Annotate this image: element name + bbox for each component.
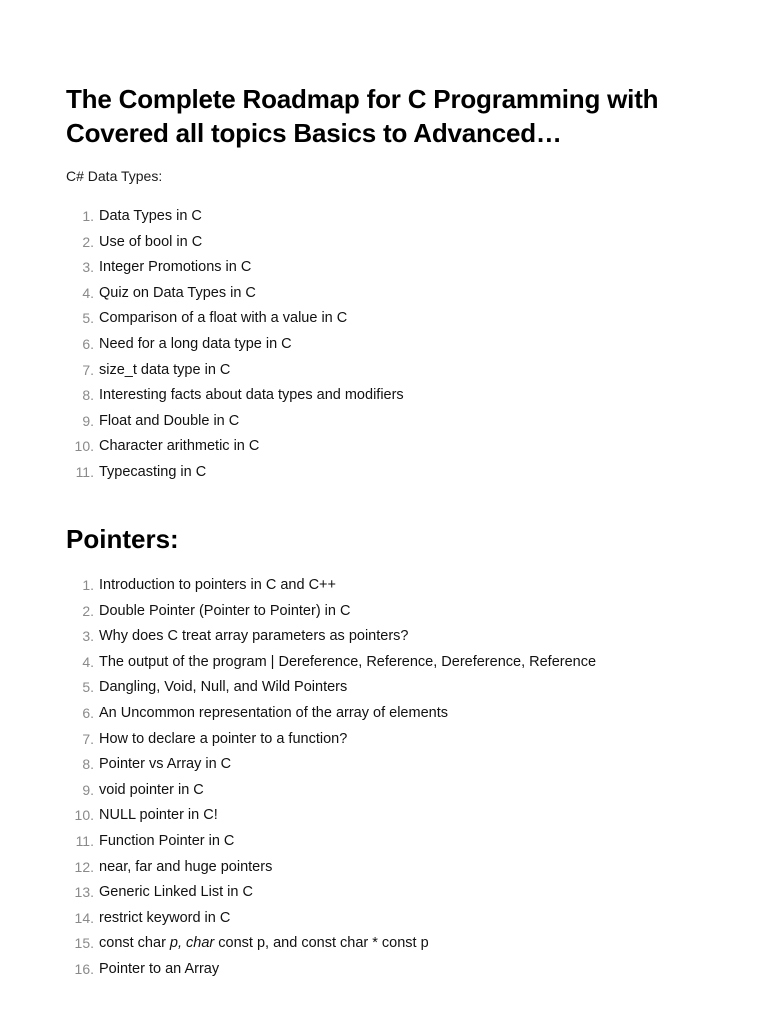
list-number: 4. bbox=[82, 653, 94, 670]
list-number: 8. bbox=[82, 756, 94, 773]
list-number: 9. bbox=[82, 781, 94, 798]
pointers-list bbox=[0, 575, 700, 985]
list-number: 7. bbox=[82, 730, 94, 747]
list-number: 5. bbox=[82, 679, 94, 696]
list-item-text[interactable]: How to declare a pointer to a function? bbox=[99, 730, 348, 747]
list-item[interactable] bbox=[0, 908, 700, 934]
list-item-text[interactable]: Data Types in C bbox=[99, 208, 202, 224]
list-item[interactable] bbox=[0, 257, 700, 283]
list-item[interactable] bbox=[0, 780, 700, 806]
list-number: 16. bbox=[74, 960, 94, 977]
list-number: 2. bbox=[82, 602, 94, 619]
list-item[interactable] bbox=[0, 334, 700, 360]
page-title: The Complete Roadmap for C Programming with Covered all topics Basics to Advanced… bbox=[66, 84, 659, 148]
list-item-text[interactable]: Typecasting in C bbox=[99, 463, 207, 480]
list-item-text[interactable]: Generic Linked List in C bbox=[99, 884, 253, 901]
list-item-text[interactable]: near, far and huge pointers bbox=[99, 858, 273, 875]
list-item-text[interactable]: void pointer in C bbox=[99, 781, 204, 798]
list-number: 12. bbox=[74, 858, 94, 875]
list-item[interactable] bbox=[0, 462, 700, 488]
list-number: 2. bbox=[82, 233, 94, 250]
list-number: 4. bbox=[82, 284, 94, 301]
list-item[interactable] bbox=[0, 805, 700, 831]
list-item-text[interactable]: Quiz on Data Types in C bbox=[99, 284, 256, 301]
list-item-text[interactable]: Comparison of a float with a value in C bbox=[99, 310, 348, 327]
text-segment: const p, and const char * const p bbox=[214, 935, 429, 952]
list-item[interactable] bbox=[0, 626, 700, 652]
list-item-text[interactable]: Need for a long data type in C bbox=[99, 335, 292, 352]
list-item-text[interactable]: The output of the program | Dereference, Reference, Dereference, Reference bbox=[99, 653, 597, 670]
list-item[interactable] bbox=[0, 831, 700, 857]
list-item[interactable] bbox=[0, 882, 700, 908]
list-number: 7. bbox=[82, 361, 94, 378]
list-number: 1. bbox=[82, 208, 94, 224]
list-item-text[interactable]: Float and Double in C bbox=[99, 412, 240, 429]
list-item-text[interactable]: Dangling, Void, Null, and Wild Pointers bbox=[99, 679, 348, 696]
list-number: 10. bbox=[74, 807, 94, 824]
list-item[interactable] bbox=[0, 652, 700, 678]
list-item[interactable] bbox=[0, 411, 700, 437]
list-number: 11. bbox=[75, 832, 94, 849]
list-item-text[interactable]: Introduction to pointers in C and C++ bbox=[99, 577, 336, 593]
list-number: 10. bbox=[74, 438, 94, 455]
list-item-text[interactable]: An Uncommon representation of the array of elements bbox=[99, 704, 448, 721]
italic-text-segment: p, char bbox=[169, 935, 215, 952]
list-item-text[interactable]: Why does C treat array parameters as pointers? bbox=[99, 628, 409, 645]
list-number: 3. bbox=[82, 259, 94, 276]
list-item-text[interactable]: Pointer vs Array in C bbox=[99, 756, 232, 773]
list-number: 8. bbox=[82, 387, 94, 404]
list-number: 13. bbox=[74, 884, 94, 901]
list-item[interactable] bbox=[0, 677, 700, 703]
list-item-text[interactable]: Function Pointer in C bbox=[99, 832, 235, 849]
list-number: 14. bbox=[74, 909, 94, 926]
list-item-text[interactable]: Integer Promotions in C bbox=[99, 259, 252, 276]
list-item-text[interactable]: Interesting facts about data types and modifiers bbox=[99, 387, 404, 404]
data-types-list bbox=[0, 206, 700, 488]
list-item[interactable] bbox=[0, 436, 700, 462]
list-item-text[interactable]: Double Pointer (Pointer to Pointer) in C bbox=[99, 602, 351, 619]
list-number: 15. bbox=[74, 935, 94, 952]
list-item[interactable] bbox=[0, 283, 700, 309]
list-item-text[interactable] bbox=[99, 933, 429, 953]
list-item-text[interactable]: size_t data type in C bbox=[99, 361, 231, 378]
list-number: 3. bbox=[82, 628, 94, 645]
list-item[interactable] bbox=[0, 857, 700, 883]
list-item[interactable] bbox=[0, 232, 700, 258]
list-item-text[interactable]: Pointer to an Array bbox=[99, 960, 220, 977]
list-number: 6. bbox=[82, 335, 94, 352]
list-item[interactable] bbox=[0, 308, 700, 334]
list-number: 1. bbox=[82, 577, 94, 593]
text-segment: const char bbox=[99, 935, 170, 952]
list-item[interactable] bbox=[0, 385, 700, 411]
list-item-text[interactable]: Character arithmetic in C bbox=[99, 438, 260, 455]
list-item[interactable] bbox=[0, 575, 700, 601]
list-item-text[interactable]: NULL pointer in C! bbox=[99, 807, 218, 824]
list-item[interactable] bbox=[0, 360, 700, 386]
list-number: 9. bbox=[82, 412, 94, 429]
list-item[interactable] bbox=[0, 959, 700, 985]
list-item[interactable] bbox=[0, 754, 700, 780]
list-item[interactable] bbox=[0, 933, 700, 959]
list-item[interactable] bbox=[0, 206, 700, 232]
list-item-text[interactable]: restrict keyword in C bbox=[99, 909, 231, 926]
list-number: 5. bbox=[82, 310, 94, 327]
pointers-heading: Pointers: bbox=[66, 524, 179, 554]
list-item[interactable] bbox=[0, 601, 700, 627]
list-item-text[interactable]: Use of bool in C bbox=[99, 233, 203, 250]
list-number: 6. bbox=[82, 704, 94, 721]
section-intro: C# Data Types: bbox=[66, 168, 163, 184]
list-item[interactable] bbox=[0, 729, 700, 755]
list-item[interactable] bbox=[0, 703, 700, 729]
list-number: 11. bbox=[75, 463, 94, 480]
